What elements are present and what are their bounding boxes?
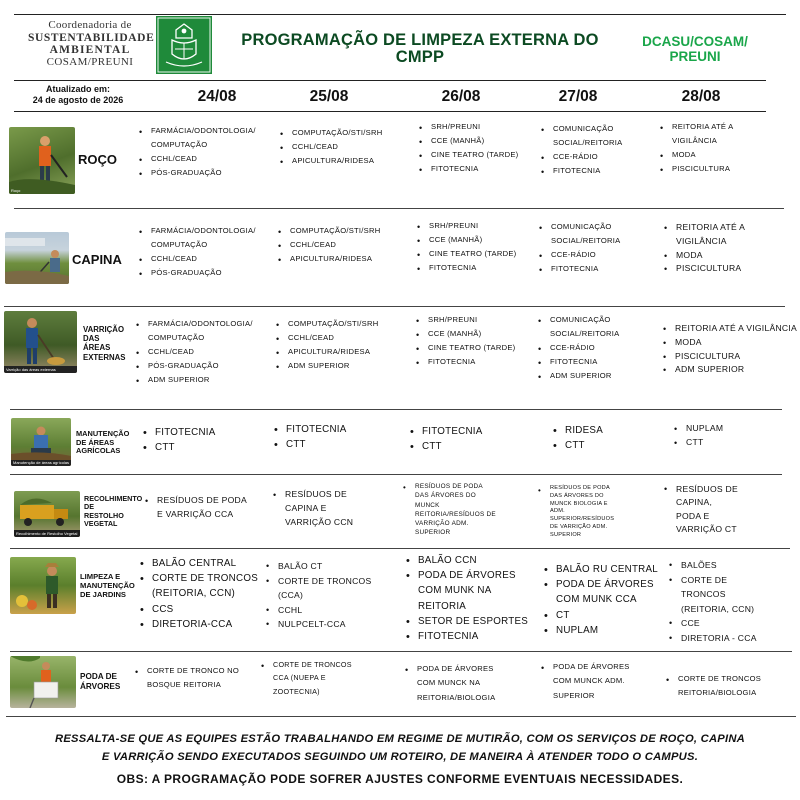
org-line-3: AMBIENTAL	[49, 44, 131, 57]
schedule-cell	[139, 124, 256, 180]
schedule-item: • CORTE DE TRONCOS	[266, 574, 371, 589]
schedule-item: ZOOTECNIA)	[273, 686, 320, 696]
service-label-varricao	[83, 325, 125, 362]
schedule-cell	[405, 662, 495, 705]
schedule-item: • RIDESA	[553, 423, 603, 438]
schedule-item: • CCHL/CEAD	[280, 140, 382, 154]
schedule-cell	[278, 224, 380, 266]
schedule-cell	[140, 556, 258, 632]
schedule-item: • RESÍDUOS DE	[664, 483, 738, 496]
schedule-item: • CCHL/CEAD	[278, 238, 380, 252]
schedule-item: COMPUTAÇÃO	[151, 140, 208, 150]
row-divider	[10, 409, 782, 410]
schedule-cell	[273, 488, 353, 529]
schedule-item: SUPERIOR	[550, 531, 582, 538]
schedule-cell	[544, 562, 658, 638]
service-line: ÁRVORES	[80, 681, 121, 691]
department-line-2: PREUNI	[669, 48, 721, 64]
schedule-item: REITORIA/BIOLOGIA	[417, 692, 496, 702]
schedule-item: COM MUNK CCA	[556, 594, 637, 606]
schedule-item: • REITORIA ATÉ A	[664, 221, 745, 235]
schedule-item: SOCIAL/REITORIA	[550, 329, 620, 339]
schedule-item: • FARMÁCIA/ODONTOLOGIA/	[139, 124, 256, 138]
schedule-item: E VARRIÇÃO CCA	[157, 508, 234, 519]
schedule-item: • COMUNICAÇÃO	[538, 313, 619, 327]
row-divider	[6, 716, 796, 717]
schedule-item: • CCE-RÁDIO	[539, 248, 620, 262]
updated-line-2: 24 de agosto de 2026	[32, 95, 124, 106]
schedule-item: DAS ÁRVORES DO	[415, 492, 476, 500]
schedule-item: • SETOR DE ESPORTES	[406, 614, 528, 629]
schedule-item: • PODA DE ÁRVORES	[544, 577, 658, 592]
schedule-item: VIGILÂNCIA	[672, 136, 718, 146]
schedule-cell	[669, 558, 757, 646]
schedule-item: • FITOTECNIA	[417, 261, 516, 275]
schedule-item: • MODA	[664, 249, 745, 263]
row-divider	[14, 208, 784, 209]
date-header: 28/08	[681, 88, 721, 105]
org-line-2: SUSTENTABILIDADE	[28, 31, 155, 44]
obs-note: OBS: A PROGRAMAÇÃO PODE SOFRER AJUSTES CONFORME EVENTUAIS NECESSIDADES.	[116, 772, 684, 786]
schedule-item: • APICULTURA/RIDESA	[278, 252, 380, 266]
schedule-item: • PISCICULTURA	[660, 162, 733, 176]
schedule-item: • APICULTURA/RIDESA	[280, 154, 382, 168]
varricao-photo	[4, 311, 77, 373]
schedule-item: • CCHL	[266, 603, 371, 618]
schedule-item: • SRH/PREUNI	[419, 120, 518, 134]
schedule-item: COMPUTAÇÃO	[151, 240, 208, 250]
schedule-item: • FITOTECNIA	[539, 262, 620, 276]
date-header: 25/08	[309, 88, 349, 105]
schedule-item: • RESÍDUOS DE PODA	[145, 494, 247, 508]
schedule-cell	[145, 494, 247, 522]
schedule-cell	[403, 482, 496, 538]
schedule-item: • CORTE DE TRONCOS	[261, 658, 352, 671]
schedule-item: • CTT	[274, 437, 347, 452]
jardins-photo	[10, 557, 76, 614]
schedule-item: • NUPLAM	[674, 422, 723, 436]
schedule-item: • CCHL/CEAD	[276, 331, 378, 345]
schedule-item: • COMUNICAÇÃO	[541, 122, 622, 136]
service-line: VEGETAL	[84, 519, 118, 529]
schedule-cell	[419, 120, 518, 176]
schedule-item: • CTT	[674, 436, 723, 450]
schedule-cell	[539, 220, 620, 276]
updated-line-1: Atualizado em:	[45, 84, 110, 94]
schedule-item: MUNCK	[415, 501, 440, 509]
schedule-item: REITORIA	[418, 600, 467, 612]
schedule-cell	[664, 221, 745, 276]
schedule-item: COM MUNK NA	[418, 585, 492, 597]
org-line-1: Coordenadoria de	[48, 19, 132, 31]
schedule-item: VARRIÇÃO ADM.	[415, 520, 469, 528]
schedule-item: • ADM SUPERIOR	[136, 373, 253, 387]
schedule-item: • CCE	[669, 616, 757, 631]
service-label-restolho	[84, 495, 142, 529]
schedule-item: • PODA DE ÁRVORES	[541, 660, 630, 674]
service-line: ROÇO	[78, 152, 117, 167]
page-title-line-1: PROGRAMAÇÃO DE LIMPEZA EXTERNA DO	[241, 31, 599, 49]
rocado-photo	[9, 127, 75, 194]
schedule-item: REITORIA/BIOLOGIA	[678, 688, 757, 698]
org-logo	[28, 19, 155, 69]
schedule-item: REITORIA/RESÍDUOS DE	[415, 510, 496, 518]
schedule-cell	[538, 313, 619, 383]
schedule-cell	[538, 485, 614, 540]
dates-rule	[14, 111, 766, 112]
date-header: 26/08	[441, 88, 481, 105]
schedule-item: • CINE TEATRO (TARDE)	[419, 148, 518, 162]
schedule-item: • CCHL/CEAD	[139, 152, 256, 166]
schedule-item: • FITOTECNIA	[274, 422, 347, 437]
schedule-item: MUNCK BIOLOGIA E	[550, 500, 608, 507]
schedule-item: • MODA	[663, 336, 797, 350]
schedule-item: • FITOTECNIA	[416, 355, 515, 369]
page-title	[222, 32, 618, 67]
schedule-cell	[541, 660, 630, 703]
schedule-item: ADM.	[550, 508, 565, 515]
schedule-cell	[406, 553, 528, 644]
schedule-cell	[136, 317, 253, 387]
schedule-item: • PÓS-GRADUAÇÃO	[139, 166, 256, 180]
schedule-item: • CCE-RÁDIO	[538, 341, 619, 355]
schedule-item: • PISCICULTURA	[663, 350, 797, 364]
schedule-item: (REITORIA, CCN)	[152, 588, 236, 600]
schedule-item: • CTT	[143, 440, 216, 455]
department-line-1: DCASU/COSAM/	[642, 34, 748, 49]
schedule-item: • RESÍDUOS DE	[273, 488, 353, 502]
schedule-item: DE VARRIÇÃO ADM.	[550, 524, 608, 531]
photo-caption: Recolhimento de Restolho Vegetal	[16, 531, 78, 536]
schedule-item: • RESÍDUOS DE PODA	[403, 482, 496, 491]
schedule-item: CAPINA,	[676, 497, 713, 508]
schedule-item: • DIRETORIA - CCA	[669, 631, 757, 646]
photo-caption: Roço	[11, 188, 21, 193]
schedule-item: CCA (NUEPA E	[273, 673, 326, 683]
schedule-cell	[135, 664, 239, 693]
date-header: 24/08	[197, 88, 237, 105]
schedule-cell	[266, 559, 371, 632]
schedule-item: • BALÃO RU CENTRAL	[544, 562, 658, 577]
schedule-item: VIGILÂNCIA	[676, 235, 727, 246]
schedule-item: SUPERIOR/RESÍDUOS	[550, 516, 615, 523]
schedule-item: • FITOTECNIA	[143, 425, 216, 440]
schedule-item: • SRH/PREUNI	[417, 219, 516, 233]
schedule-item: • COMPUTAÇÃO/STI/SRH	[278, 224, 380, 238]
mutirao-note	[14, 731, 786, 767]
schedule-cell	[410, 424, 483, 454]
org-line-4: COSAM/PREUNI	[46, 55, 134, 68]
service-line: RECOLHIMENTO	[84, 494, 143, 503]
department-label	[626, 35, 764, 65]
schedule-item: • FITOTECNIA	[541, 164, 622, 178]
service-line: DAS	[83, 334, 100, 344]
service-line: DE ÁREAS	[76, 437, 115, 447]
schedule-item: VARRIÇÃO CT	[676, 523, 737, 534]
schedule-item: • CORTE DE TRONCO NO	[135, 664, 239, 678]
schedule-item: SOCIAL/REITORIA	[553, 138, 623, 148]
schedule-item: • CTT	[410, 439, 483, 454]
schedule-item: • CCE (MANHÃ)	[416, 327, 515, 341]
service-line: LIMPEZA E	[80, 572, 121, 581]
date-header: 27/08	[558, 88, 598, 105]
service-line: VARRIÇÃO	[83, 325, 125, 334]
schedule-item: • FARMÁCIA/ODONTOLOGIA/	[136, 317, 253, 331]
schedule-item: PODA E	[676, 510, 710, 521]
schedule-item: TRONCOS	[681, 589, 726, 600]
schedule-item: • ADM SUPERIOR	[276, 359, 378, 373]
photo-caption: Manutenção de áreas agrícolas	[13, 460, 70, 465]
areas-agricolas-photo	[11, 418, 71, 466]
schedule-item: • FITOTECNIA	[406, 629, 528, 644]
schedule-item: • CORTE DE	[669, 573, 757, 588]
schedule-item: • NULPCELT-CCA	[266, 617, 371, 632]
service-label-jardins	[80, 573, 135, 600]
service-line: ÁREAS	[83, 343, 111, 353]
row-divider	[10, 651, 792, 652]
schedule-cell	[416, 313, 515, 369]
schedule-item: • CCHL/CEAD	[136, 345, 253, 359]
schedule-item: • PÓS-GRADUAÇÃO	[136, 359, 253, 373]
schedule-item: • REITORIA ATÉ A VIGILÂNCIA	[663, 322, 797, 336]
schedule-item: (CCA)	[278, 590, 304, 601]
schedule-item: • CCS	[140, 602, 258, 617]
schedule-item: • FITOTECNIA	[410, 424, 483, 439]
schedule-item: • CCE-RÁDIO	[541, 150, 622, 164]
schedule-item: VARRIÇÃO CCN	[285, 516, 354, 527]
schedule-cell	[139, 224, 256, 280]
schedule-cell	[261, 658, 352, 698]
schedule-item: • FITOTECNIA	[419, 162, 518, 176]
schedule-item: COMPUTAÇÃO	[148, 333, 205, 343]
schedule-item: BOSQUE REITORIA	[147, 680, 222, 690]
schedule-item: • CORTE DE TRONCOS	[140, 571, 258, 586]
schedule-cell	[663, 322, 797, 377]
service-line: DE	[84, 502, 94, 512]
row-divider	[10, 548, 790, 549]
schedule-item: • CCHL/CEAD	[139, 252, 256, 266]
service-line: DE JARDINS	[80, 589, 126, 599]
schedule-item: • APICULTURA/RIDESA	[276, 345, 378, 359]
schedule-item: • MODA	[660, 148, 733, 162]
schedule-cell	[541, 122, 622, 178]
schedule-item: • DIRETORIA-CCA	[140, 617, 258, 632]
service-label-areas-agricolas	[76, 430, 129, 456]
service-line: CAPINA	[72, 252, 122, 267]
schedule-item: • CCE (MANHÃ)	[419, 134, 518, 148]
restolho-photo	[14, 491, 80, 537]
schedule-item: • BALÃO CENTRAL	[140, 556, 258, 571]
schedule-item: SOCIAL/REITORIA	[551, 236, 621, 246]
schedule-item: • CTT	[553, 438, 603, 453]
schedule-item: • PÓS-GRADUAÇÃO	[139, 266, 256, 280]
schedule-cell	[660, 120, 733, 176]
schedule-item: • FITOTECNIA	[538, 355, 619, 369]
schedule-item: • PODA DE ÁRVORES	[405, 662, 495, 676]
schedule-item: • ADM SUPERIOR	[538, 369, 619, 383]
schedule-cell	[553, 423, 603, 453]
row-divider	[4, 306, 785, 307]
schedule-cell	[664, 483, 738, 536]
schedule-item: • BALÃO CT	[266, 559, 371, 574]
schedule-item: • PODA DE ÁRVORES	[406, 568, 528, 583]
schedule-item: SUPERIOR	[415, 529, 451, 537]
university-emblem-icon	[156, 16, 212, 74]
service-label-roco	[78, 152, 117, 167]
service-line: PODA DE	[80, 672, 117, 681]
schedule-item: • CINE TEATRO (TARDE)	[416, 341, 515, 355]
note-line: RESSALTA-SE QUE AS EQUIPES ESTÃO TRABALHANDO EM REGIME DE MUTIRÃO, COM OS SERVIÇOS DE ROÇO, CAPINA	[55, 733, 745, 745]
schedule-item: COM MUNCK ADM.	[553, 676, 625, 686]
top-rule	[14, 14, 786, 15]
service-line: EXTERNAS	[83, 352, 126, 362]
poda-photo	[10, 656, 76, 708]
schedule-item: COM MUNCK NA	[417, 678, 481, 688]
schedule-item: DAS ÁRVORES DO	[550, 492, 604, 499]
schedule-item: • CINE TEATRO (TARDE)	[417, 247, 516, 261]
schedule-cell	[666, 672, 761, 701]
schedule-item: • COMPUTAÇÃO/STI/SRH	[280, 126, 382, 140]
schedule-item: SUPERIOR	[553, 690, 595, 700]
schedule-item: • BALÃO CCN	[406, 553, 528, 568]
header-rule	[14, 80, 766, 81]
schedule-item: • CORTE DE TRONCOS	[666, 672, 761, 686]
updated-label	[18, 84, 138, 107]
schedule-item: • NUPLAM	[544, 623, 658, 638]
service-line: MANUTENÇÃO	[80, 580, 135, 590]
row-divider	[10, 474, 782, 475]
note-line: E VARRIÇÃO SENDO EXECUTADOS SEGUINDO UM ROTEIRO, DE MANEIRA À ATENDER TODO O CAMPUS.	[101, 750, 699, 763]
schedule-item: • SRH/PREUNI	[416, 313, 515, 327]
service-label-poda	[80, 672, 120, 691]
service-line: RESTOLHO	[84, 510, 124, 520]
schedule-item: • PISCICULTURA	[664, 262, 745, 276]
schedule-cell	[274, 422, 347, 452]
page-title-line-2: CMPP	[395, 48, 445, 67]
schedule-item: • CCE (MANHÃ)	[417, 233, 516, 247]
schedule-item: • FARMÁCIA/ODONTOLOGIA/	[139, 224, 256, 238]
schedule-cell	[280, 126, 382, 168]
capina-photo	[5, 232, 69, 284]
schedule-item: • COMUNICAÇÃO	[539, 220, 620, 234]
schedule-cell	[143, 425, 216, 455]
schedule-item: (REITORIA, CCN)	[681, 603, 755, 614]
service-line: MANUTENÇÃO	[76, 429, 130, 438]
schedule-cell	[674, 422, 723, 450]
schedule-item: • REITORIA ATÉ A	[660, 120, 733, 134]
schedule-item: • CT	[544, 608, 658, 623]
schedule-item: • BALÕES	[669, 558, 757, 573]
schedule-cell	[417, 219, 516, 275]
schedule-item: • ADM SUPERIOR	[663, 363, 797, 377]
photo-caption: Varrição das áreas externas	[6, 367, 56, 372]
schedule-item: CAPINA E	[285, 502, 327, 513]
schedule-item: • COMPUTAÇÃO/STI/SRH	[276, 317, 378, 331]
schedule-item: • RESÍDUOS DE PODA	[538, 485, 614, 493]
schedule-cell	[276, 317, 378, 373]
service-line: AGRÍCOLAS	[76, 446, 121, 456]
service-label-capina	[72, 252, 122, 267]
